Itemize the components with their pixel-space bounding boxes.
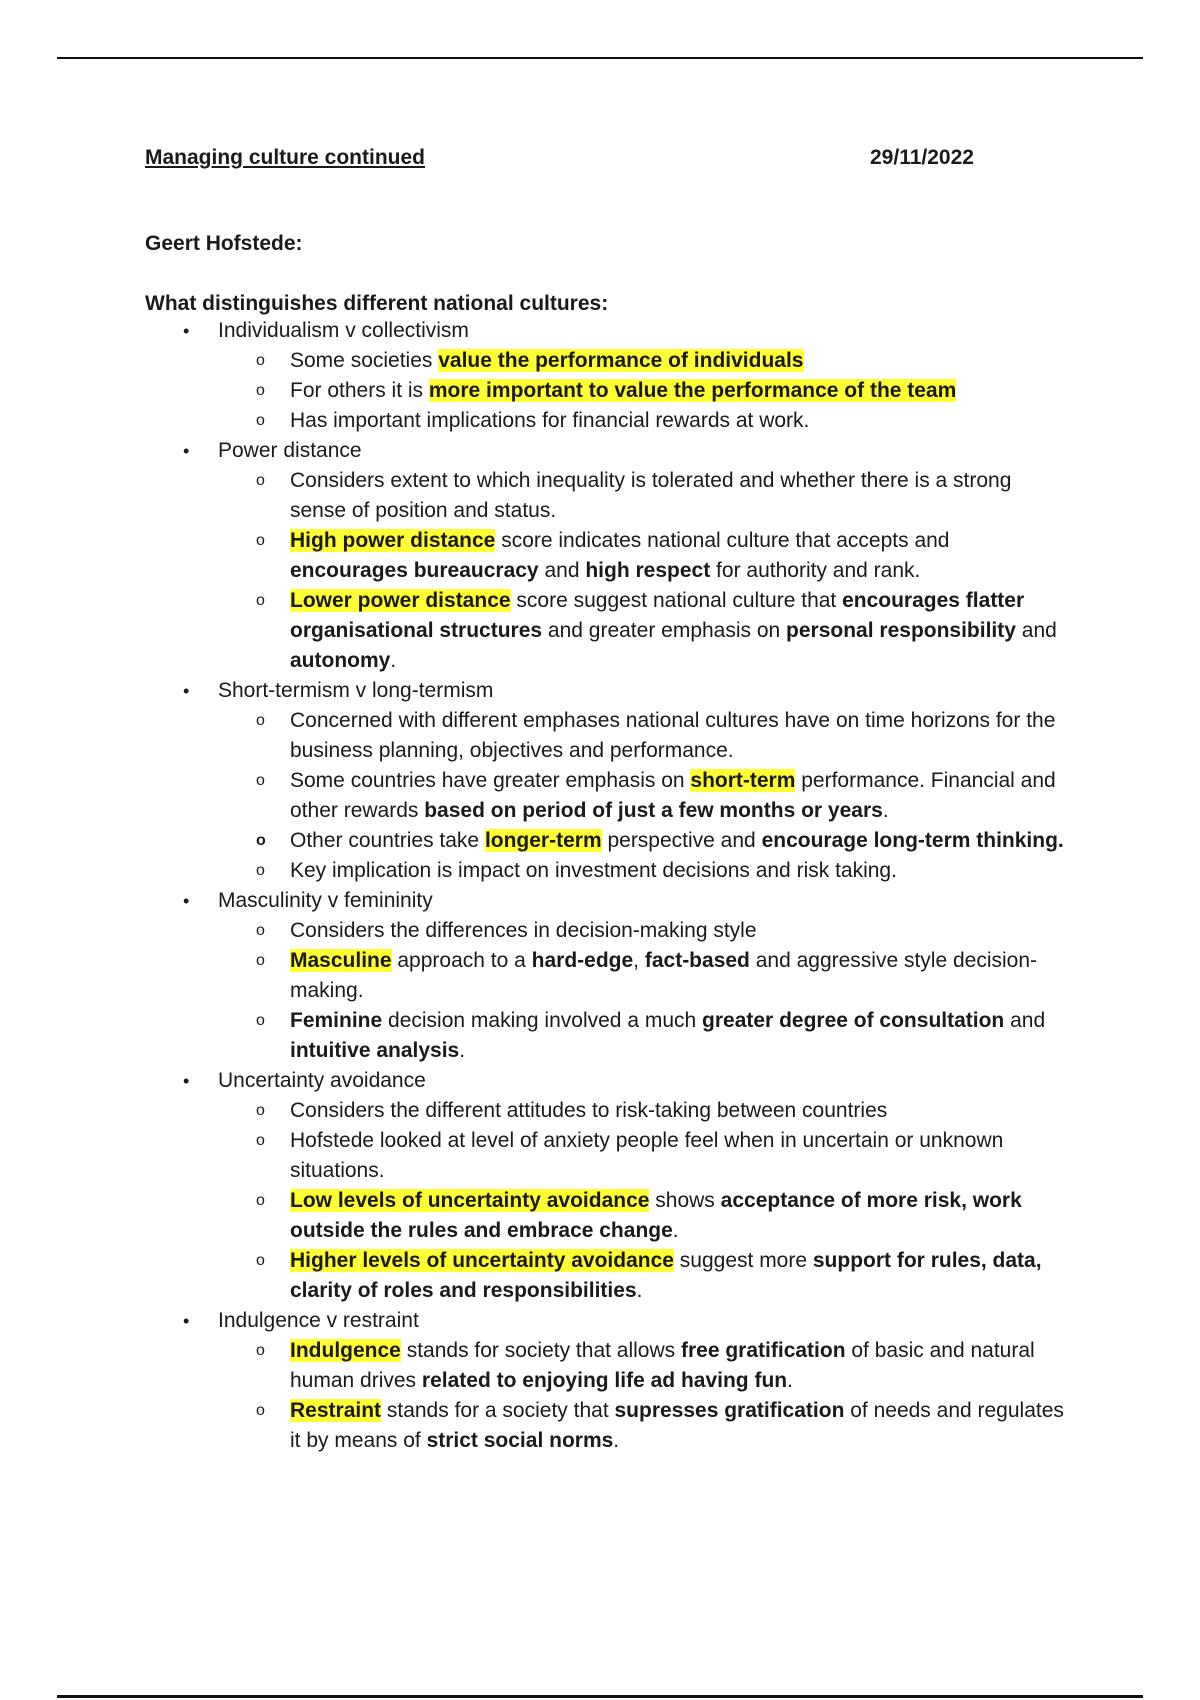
bold-text: autonomy xyxy=(290,649,391,672)
body-text: Other countries take xyxy=(290,829,485,852)
circle-bullet-icon: o xyxy=(256,832,266,849)
question-heading: What distinguishes different national cultures: xyxy=(145,292,609,315)
circle-bullet-icon: o xyxy=(256,592,265,609)
document-page xyxy=(145,140,1065,1456)
sub-item xyxy=(218,946,1065,1006)
section-label: Uncertainty avoidance xyxy=(218,1069,426,1092)
body-text: Some countries have greater emphasis on xyxy=(290,769,691,792)
body-text: . xyxy=(672,1219,679,1242)
section-label: Individualism v collectivism xyxy=(218,319,469,342)
body-text: and xyxy=(1015,619,1057,642)
bold-text: fact-based xyxy=(644,949,750,972)
sub-item xyxy=(218,1096,1065,1126)
highlighted-text: Restraint xyxy=(290,1399,382,1422)
sub-item xyxy=(218,1396,1065,1456)
body-text: performance. Financial and other rewards xyxy=(290,769,1056,822)
sub-item xyxy=(218,406,1065,436)
sub-list xyxy=(218,346,1065,436)
body-text: approach to a xyxy=(391,949,532,972)
highlighted-text: Indulgence xyxy=(290,1339,401,1362)
circle-bullet-icon: o xyxy=(256,1192,265,1209)
body-text: Has important implications for financial rewards at work. xyxy=(290,409,810,432)
body-text: Hofstede looked at level of anxiety people feel when in uncertain or unknown situations. xyxy=(290,1129,1004,1182)
sub-item xyxy=(218,1006,1065,1066)
sub-item xyxy=(218,526,1065,586)
body-text: of basic and natural human drives xyxy=(290,1339,1035,1392)
sub-item xyxy=(218,826,1065,856)
sub-item xyxy=(218,1246,1065,1306)
highlighted-text: value the performance of individuals xyxy=(438,349,804,372)
bullet-icon: • xyxy=(183,1071,190,1091)
bold-text: Feminine xyxy=(290,1009,383,1032)
circle-bullet-icon: o xyxy=(256,352,265,369)
circle-bullet-icon: o xyxy=(256,1342,265,1359)
section-item xyxy=(145,886,1065,1066)
body-text: for authority and rank. xyxy=(710,559,921,582)
bullet-icon: • xyxy=(183,321,190,341)
body-text: suggest more xyxy=(673,1249,813,1272)
sub-item xyxy=(218,1126,1065,1186)
body-text: . xyxy=(882,799,889,822)
bold-text: intuitive analysis xyxy=(290,1039,460,1062)
bold-text: hard-edge xyxy=(531,949,634,972)
sub-item xyxy=(218,376,1065,406)
bullet-icon: • xyxy=(183,681,190,701)
body-text: Key implication is impact on investment decisions and risk taking. xyxy=(290,859,897,882)
bold-text: based on period of just a few months or years xyxy=(424,799,883,822)
highlighted-text: Higher levels of uncertainty avoidance xyxy=(290,1249,674,1272)
bold-text: encourages bureaucracy xyxy=(290,559,539,582)
section-label: Masculinity v femininity xyxy=(218,889,433,912)
sub-list xyxy=(218,466,1065,676)
body-text: Considers the different attitudes to risk-taking between countries xyxy=(290,1099,888,1122)
body-text: perspective and xyxy=(601,829,762,852)
sub-item xyxy=(218,766,1065,826)
highlighted-text: longer-term xyxy=(484,829,602,852)
sub-item xyxy=(218,586,1065,676)
bold-text: encourage long-term thinking. xyxy=(761,829,1064,852)
circle-bullet-icon: o xyxy=(256,532,265,549)
circle-bullet-icon: o xyxy=(256,772,265,789)
highlighted-text: High power distance xyxy=(290,529,496,552)
bold-text: encourages flatter organisational structures xyxy=(290,589,1025,642)
bold-text: support for rules, data, clarity of roles and responsibilities xyxy=(290,1249,1042,1302)
circle-bullet-icon: o xyxy=(256,412,265,429)
body-text: stands for a society that xyxy=(381,1399,615,1422)
sub-list xyxy=(218,1096,1065,1306)
bold-text: strict social norms xyxy=(426,1429,614,1452)
highlighted-text: Lower power distance xyxy=(290,589,511,612)
circle-bullet-icon: o xyxy=(256,1402,265,1419)
bottom-rule xyxy=(57,1695,1143,1698)
body-text: score suggest national culture that xyxy=(510,589,843,612)
outline-list xyxy=(145,316,1065,1456)
circle-bullet-icon: o xyxy=(256,1132,265,1149)
section-item xyxy=(145,1306,1065,1456)
bold-text: free gratification xyxy=(681,1339,846,1362)
section-label: Short-termism v long-termism xyxy=(218,679,494,702)
circle-bullet-icon: o xyxy=(256,1102,265,1119)
sub-item xyxy=(218,1336,1065,1396)
body-text: stands for society that allows xyxy=(400,1339,681,1362)
body-text: and aggressive style decision-making. xyxy=(290,949,1038,1002)
sub-list xyxy=(218,706,1065,886)
circle-bullet-icon: o xyxy=(256,1012,265,1029)
header-row xyxy=(145,140,1065,180)
body-text: and greater emphasis on xyxy=(542,619,787,642)
circle-bullet-icon: o xyxy=(256,1252,265,1269)
section-item xyxy=(145,316,1065,436)
body-text: decision making involved a much xyxy=(382,1009,703,1032)
bullet-icon: • xyxy=(183,441,190,461)
top-rule xyxy=(57,57,1143,59)
highlighted-text: more important to value the performance of the team xyxy=(428,379,957,402)
section-item xyxy=(145,436,1065,676)
sub-item xyxy=(218,706,1065,766)
sub-list xyxy=(218,1336,1065,1456)
highlighted-text: short-term xyxy=(690,769,796,792)
section-item xyxy=(145,1066,1065,1306)
document-date: 29/11/2022 xyxy=(870,146,974,169)
body-text: shows xyxy=(649,1189,721,1212)
body-text: and xyxy=(1004,1009,1046,1032)
highlighted-text: Masculine xyxy=(290,949,392,972)
circle-bullet-icon: o xyxy=(256,922,265,939)
body-text: . xyxy=(787,1369,793,1392)
section-label: Indulgence v restraint xyxy=(218,1309,419,1332)
body-text: . xyxy=(613,1429,620,1452)
sub-list xyxy=(218,916,1065,1066)
sub-item xyxy=(218,1186,1065,1246)
body-text: For others it is xyxy=(290,379,429,402)
sub-item xyxy=(218,916,1065,946)
circle-bullet-icon: o xyxy=(256,952,265,969)
section-item xyxy=(145,676,1065,886)
circle-bullet-icon: o xyxy=(256,712,265,729)
bold-text: high respect xyxy=(585,559,711,582)
body-text: , xyxy=(633,949,645,972)
bold-text: supresses gratification xyxy=(614,1399,845,1422)
section-label: Power distance xyxy=(218,439,362,462)
document-title: Managing culture continued xyxy=(145,146,426,169)
circle-bullet-icon: o xyxy=(256,862,265,879)
body-text: . xyxy=(390,649,397,672)
body-text: score indicates national culture that accepts and xyxy=(495,529,950,552)
body-text: Concerned with different emphases national cultures have on time horizons for the business planning, objectives and performance. xyxy=(290,709,1056,762)
circle-bullet-icon: o xyxy=(256,472,265,489)
bold-text: personal responsibility xyxy=(786,619,1016,642)
bold-text: acceptance of more risk, work outside the rules and embrace change xyxy=(290,1189,1022,1242)
body-text: . xyxy=(636,1279,643,1302)
author-heading: Geert Hofstede: xyxy=(145,232,303,255)
sub-item xyxy=(218,466,1065,526)
body-text: Considers extent to which inequality is tolerated and whether there is a strong sense of position and status. xyxy=(290,469,1012,522)
bold-text: related to enjoying life ad having fun xyxy=(421,1369,788,1392)
highlighted-text: Low levels of uncertainty avoidance xyxy=(290,1189,650,1212)
sub-item xyxy=(218,856,1065,886)
body-text: and xyxy=(538,559,586,582)
body-text: . xyxy=(459,1039,466,1062)
bullet-icon: • xyxy=(183,1311,190,1331)
bullet-icon: • xyxy=(183,891,190,911)
body-text: of needs and regulates it by means of xyxy=(290,1399,1064,1452)
body-text: Some societies xyxy=(290,349,439,372)
bold-text: greater degree of consultation xyxy=(702,1009,1005,1032)
body-text: Considers the differences in decision-making style xyxy=(290,919,757,942)
sub-item xyxy=(218,346,1065,376)
circle-bullet-icon: o xyxy=(256,382,265,399)
